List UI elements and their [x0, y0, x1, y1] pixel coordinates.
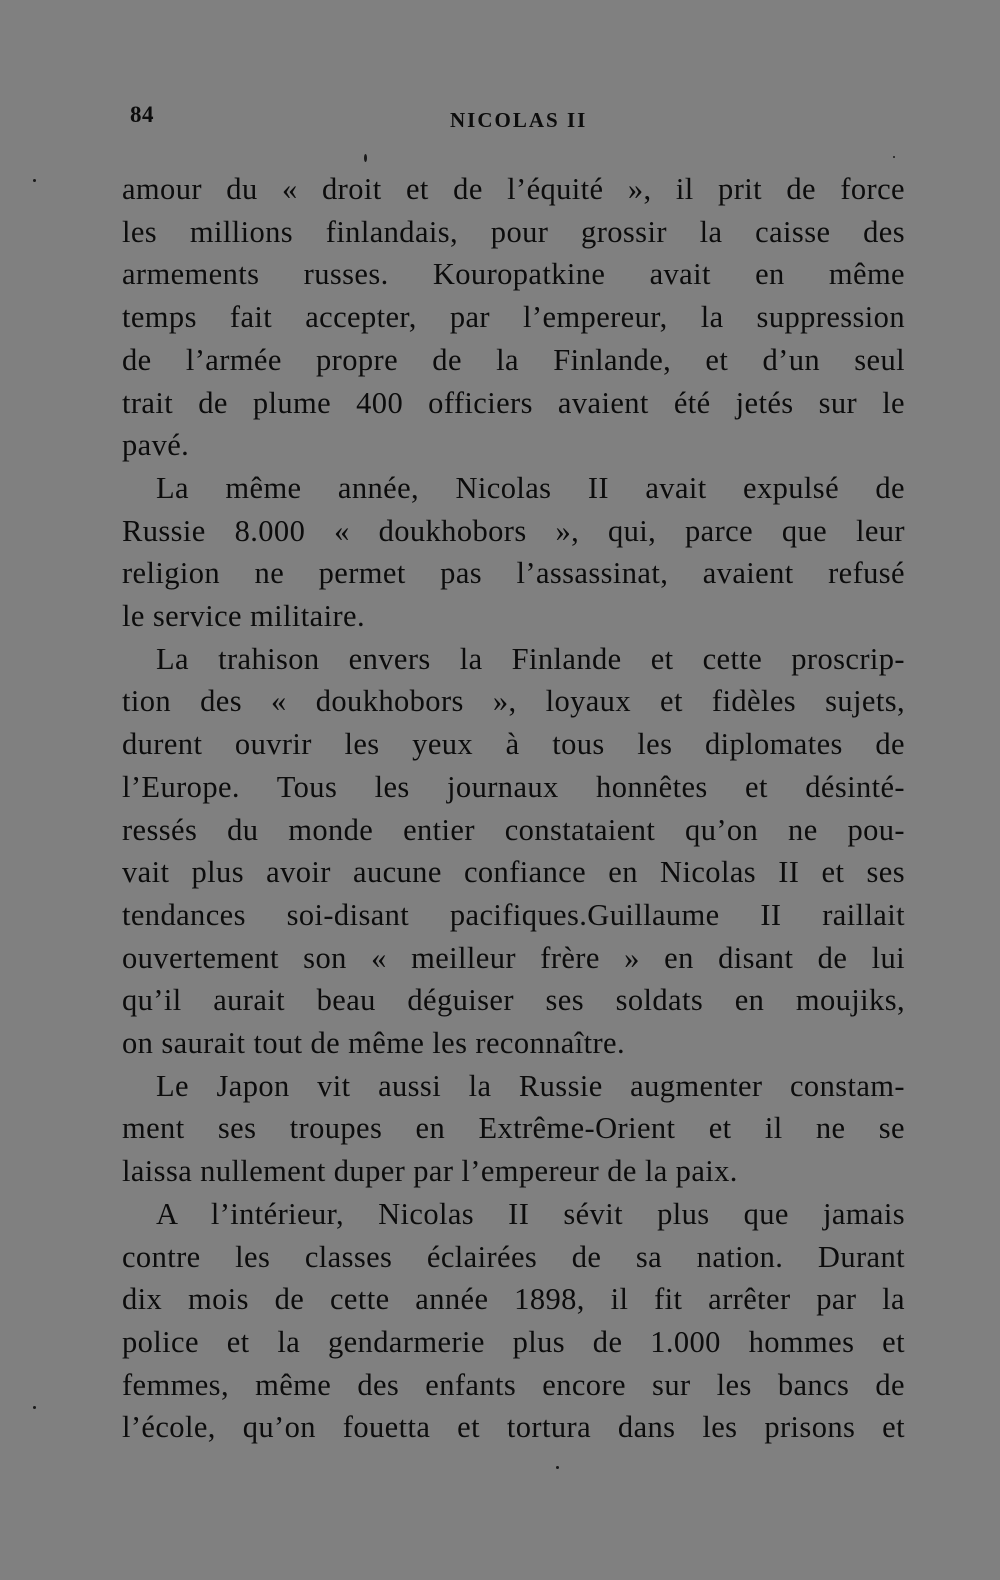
- text-line: pavé.: [122, 428, 190, 463]
- text-line: de l’armée propre de la Finlande, et d’un seul: [122, 342, 905, 377]
- text-line: durent ouvrir les yeux à tous les diplomates de: [122, 727, 905, 762]
- text-line: Russie 8.000 « doukhobors », qui, parce que leur: [122, 513, 905, 548]
- page-header: [0, 100, 1000, 140]
- paragraph: [122, 168, 905, 467]
- text-line: le service militaire.: [122, 599, 365, 634]
- scan-speck: [893, 156, 895, 158]
- text-line: contre les classes éclairées de sa nation. Durant: [122, 1239, 905, 1274]
- scan-speck: [33, 179, 36, 182]
- text-line: tendances soi-disant pacifiques.Guillaume II raillait: [122, 897, 905, 932]
- scan-speck: [364, 154, 367, 162]
- paragraph: [122, 1065, 905, 1193]
- text-line: La même année, Nicolas II avait expulsé de: [156, 470, 905, 505]
- paragraph: [122, 467, 905, 638]
- paragraph: [122, 1193, 905, 1449]
- running-title: NICOLAS II: [450, 108, 588, 132]
- text-line: ouvertement son « meilleur frère » en disant de lui: [122, 940, 905, 975]
- text-line: temps fait accepter, par l’empereur, la suppression: [122, 300, 905, 335]
- text-line: armements russes. Kouropatkine avait en même: [122, 257, 905, 292]
- body-text: [122, 168, 905, 1449]
- text-line: l’Europe. Tous les journaux honnêtes et désinté-: [122, 769, 905, 804]
- text-line: amour du « droit et de l’équité », il prit de force: [122, 172, 905, 206]
- text-line: femmes, même des enfants encore sur les bancs de: [122, 1367, 905, 1402]
- text-line: qu’il aurait beau déguiser ses soldats en moujiks,: [122, 983, 905, 1018]
- text-line: tion des « doukhobors », loyaux et fidèles sujets,: [122, 684, 905, 719]
- page-number: 84: [130, 102, 154, 127]
- text-line: trait de plume 400 officiers avaient été jetés sur le: [122, 385, 905, 420]
- text-line: Le Japon vit aussi la Russie augmenter constam-: [156, 1068, 905, 1103]
- paragraph: [122, 638, 905, 1065]
- text-line: police et la gendarmerie plus de 1.000 hommes et: [122, 1324, 905, 1359]
- text-line: les millions finlandais, pour grossir la caisse des: [122, 214, 905, 249]
- text-line: religion ne permet pas l’assassinat, avaient refusé: [122, 556, 905, 591]
- text-line: ressés du monde entier constataient qu’on ne pou-: [122, 812, 905, 847]
- text-line: A l’intérieur, Nicolas II sévit plus que jamais: [156, 1196, 905, 1231]
- scan-speck: [556, 1466, 559, 1469]
- text-line: dix mois de cette année 1898, il fit arrêter par la: [122, 1282, 905, 1317]
- text-line: laissa nullement duper par l’empereur de la paix.: [122, 1154, 738, 1189]
- scan-speck: [33, 1406, 36, 1409]
- text-line: vait plus avoir aucune confiance en Nicolas II et ses: [122, 855, 905, 890]
- text-line: l’école, qu’on fouetta et tortura dans les prisons et: [122, 1410, 905, 1445]
- text-line: La trahison envers la Finlande et cette proscrip-: [156, 641, 905, 676]
- text-line: on saurait tout de même les reconnaître.: [122, 1026, 625, 1061]
- text-line: ment ses troupes en Extrême-Orient et il ne se: [122, 1111, 905, 1146]
